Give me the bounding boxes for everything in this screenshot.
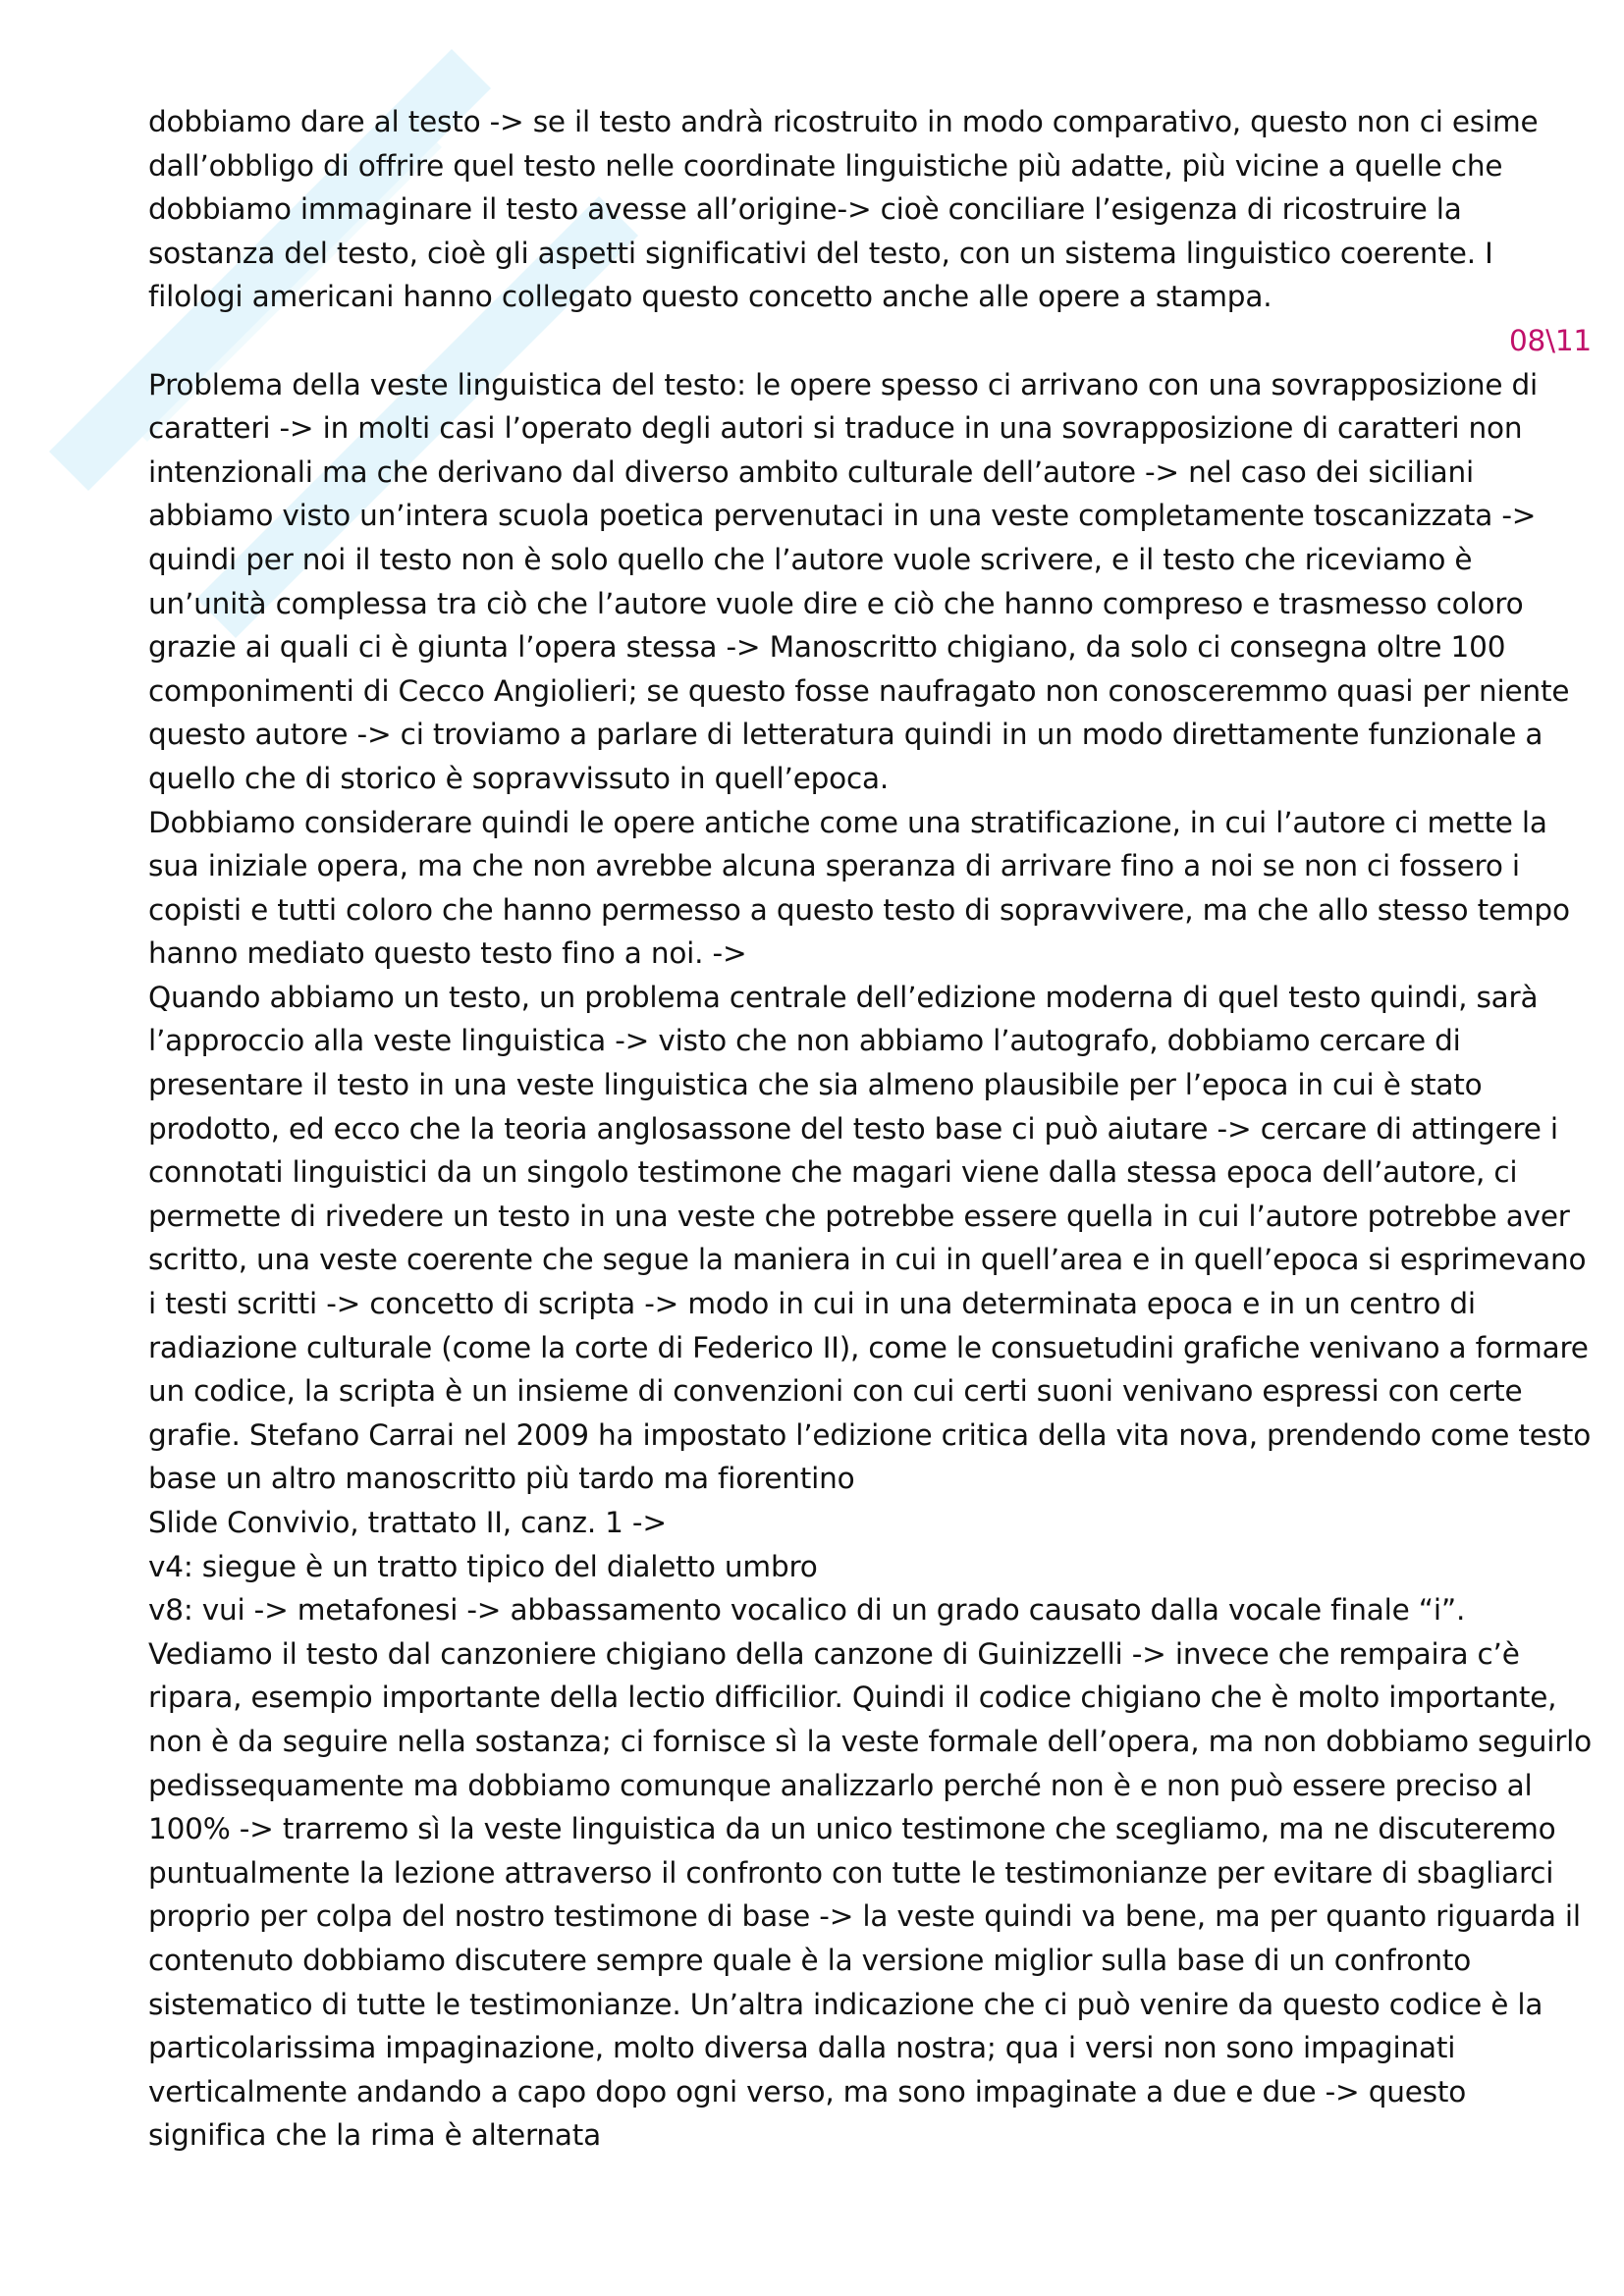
paragraph: Problema della veste linguistica del testo: le opere spesso ci arrivano con una sovrapposizione di caratteri -> in molti casi l’operato degli autori si traduce in una sovrapposizione di caratteri non intenzionali ma che derivano dal diverso ambito culturale dell’autore -> nel caso dei siciliani abbiamo visto un’intera scuola poetica pervenutaci in una veste completamente toscanizzata -> quindi per noi il testo non è solo quello che l’autore vuole scrivere, e il testo che riceviamo è un’unità complessa tra ciò che l’autore vuole dire e ciò che hanno compreso e trasmesso coloro grazie ai quali ci è giunta l’opera stessa -> Manoscritto chigiano, da solo ci consegna oltre 100 componimenti di Cecco Angiolieri; se questo fosse naufragato non conosceremmo quasi per niente questo autore -> ci troviamo a parlare di letteratura quindi in un modo direttamente funzionale a quello che di storico è sopravvissuto in quell’epoca. — [148, 367, 1570, 795]
paragraph: v8: vui -> metafonesi -> abbassamento vocalico di un grado causato dalla vocale finale “i”. — [148, 1593, 1466, 1628]
paragraph: Dobbiamo considerare quindi le opere antiche come una stratificazione, in cui l’autore ci mette la sua iniziale opera, ma che non avrebbe alcuna speranza di arrivare fino a noi se non ci fossero i copisti e tutti coloro che hanno permesso a questo testo di sopravvivere, ma che allo stesso tempo hanno mediato questo testo fino a noi. -> — [148, 805, 1570, 971]
paragraph: dobbiamo dare al testo -> se il testo andrà ricostruito in modo comparativo, questo non ci esime dall’obbligo di offrire quel testo nelle coordinate linguistiche più adatte, più vicine a quelle che dobbiamo immaginare il testo avesse all’origine-> cioè conciliare l’esigenza di ricostruire la sostanza del testo, cioè gli aspetti significativi del testo, con un sistema linguistico coerente. I filologi americani hanno collegato questo concetto anche alle opere a stampa. — [148, 105, 1539, 314]
document-body — [148, 100, 1592, 2158]
paragraph: Slide Convivio, trattato II, canz. 1 -> — [148, 1506, 667, 1539]
paragraph: Quando abbiamo un testo, un problema centrale dell’edizione moderna di quel testo quindi, sarà l’approccio alla veste linguistica -> visto che non abbiamo l’autografo, dobbiamo cercare di presentare il testo in una veste linguistica che sia almeno plausibile per l’epoca in cui è stato prodotto, ed ecco che la teoria anglosassone del testo base ci può aiutare -> cercare di attingere i connotati linguistici da un singolo testimone che magari viene dalla stessa epoca dell’autore, ci permette di rivedere un testo in una veste che potrebbe essere quella in cui l’autore potrebbe aver scritto, una veste coerente che segue la maniera in cui in quell’area e in quell’epoca si esprimevano i testi scritti -> concetto di scripta -> modo in cui in una determinata epoca e in un centro di radiazione culturale (come la corte di Federico II), come le consuetudini grafiche venivano a formare un codice, la scripta è un insieme di convenzioni con cui certi suoni venivano espressi con certe grafie. Stefano Carrai nel 2009 ha impostato l’edizione critica della vita nova, prendendo come testo base un altro manoscritto più tardo ma fiorentino — [148, 980, 1592, 1496]
paragraph: v4: siegue è un tratto tipico del dialetto umbro — [148, 1549, 818, 1583]
date-mark: 08\11 — [1508, 323, 1592, 357]
paragraph: Vediamo il testo dal canzoniere chigiano della canzone di Guinizzelli -> invece che rempaira c’è ripara, esempio importante della lectio difficilior. Quindi il codice chigiano che è molto importante, non è da seguire nella sostanza; ci fornisce sì la veste formale dell’opera, ma non dobbiamo seguirlo pedissequamente ma dobbiamo comunque analizzarlo perché non è e non può essere preciso al 100% -> trarremo sì la veste linguistica da un unico testimone che scegliamo, ma ne discuteremo puntualmente la lezione attraverso il confronto con tutte le testimonianze per evitare di sbagliarci proprio per colpa del nostro testimone di base -> la veste quindi va bene, ma per quanto riguarda il contenuto dobbiamo discutere sempre quale è la versione miglior sulla base di un confronto sistematico di tutte le testimonianze. Un’altra indicazione che ci può venire da questo codice è la particolarissima impaginazione, molto diversa dalla nostra; qua i versi non sono impaginati verticalmente andando a capo dopo ogni verso, ma sono impaginate a due e due -> questo significa che la rima è alternata — [148, 1636, 1592, 2153]
